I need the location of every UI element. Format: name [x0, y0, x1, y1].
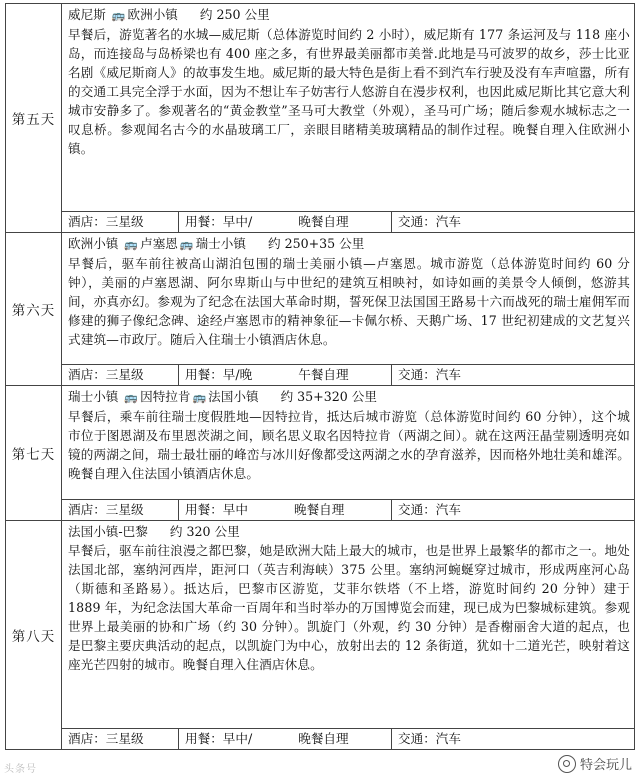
watermark-right [556, 754, 634, 773]
route-distance: 约 250+35 公里 [267, 236, 365, 251]
route-via: 卢塞恩 [140, 236, 178, 251]
route-distance: 约 320 公里 [169, 524, 240, 539]
route-to: 欧洲小镇 [127, 7, 178, 22]
route-line [68, 234, 630, 254]
route-line [68, 5, 630, 25]
watermark-right-text: 特会玩儿 [579, 758, 632, 773]
day-description: 早餐后，游览著名的水城—威尼斯（总体游览时间约 2 小时），威尼斯有 177 条运河及与 118 座小岛，而连接岛与岛桥梁也有 400 座之多，有世界最美丽都市美誉.此地是马可波罗的故乡，莎士比亚名剧《威尼斯商人》的故事发生地。威尼斯的最大特色是街上看不到汽车行驶及没有车声喧嚣，所有的交通工具完全浮于水面，因为不想让车子妨害行人悠游自在漫步权利，也因此威尼斯比其它意大利城市安静多了。参观著名的“黄金教堂”圣马可大教堂（外观），圣马可广场；随后参观水城标志之一叹息桥。参观闻名古今的水晶玻璃工厂，亲眼目睹精美玻璃精品的制作过程。晚餐自理入住欧洲小镇。 [68, 27, 630, 156]
hotel-cell: 酒店：三星级 [62, 212, 179, 233]
info-row [6, 212, 635, 233]
day-label: 第五天 [6, 4, 62, 233]
hotel-cell: 酒店：三星级 [62, 500, 179, 521]
day-row [6, 386, 635, 500]
day-description: 早餐后，驱车前往浪漫之都巴黎，她是欧洲大陆上最大的城市，也是世界上最繁华的都市之一。地处法国北部，塞纳河西岸，距河口（英吉利海峡）375 公里。塞纳河蜿蜒穿过城市，形成两座河心岛（斯德和圣路易）。抵达后，巴黎市区游览，艾菲尔铁塔（不上塔，游览时间约 20 分钟）建于 1889 年，为纪念法国大革命一百周年和当时举办的万国博览会而建，现已成为巴黎城标建筑。参观世界上最美丽的协和广场（约 30 分钟）。凯旋门（外观，约 30 分钟）是香榭丽舍大道的起点，也是巴黎主要庆典活动的起点，以凯旋门为中心，放射出去的 12 条街道，犹如十二道光芒，映射着这座光芒四射的城市。晚餐自理入住酒店休息。 [68, 543, 630, 672]
day-row [6, 4, 635, 212]
meal-value: 早中 [222, 502, 248, 517]
meal-cell: 用餐：早/晚 午餐自理 [179, 365, 392, 386]
meal-note: 午餐自理 [298, 367, 349, 382]
hotel-cell: 酒店：三星级 [62, 729, 179, 750]
day-content [62, 386, 635, 500]
route-to: 法国小镇 [208, 389, 259, 404]
route-distance: 约 250 公里 [199, 7, 270, 22]
day-label: 第七天 [6, 386, 62, 521]
day-content [62, 233, 635, 365]
info-row [6, 729, 635, 750]
transport-value: 汽车 [435, 367, 461, 382]
meal-value: 早中/ [222, 731, 253, 746]
meal-cell: 用餐：早中 晚餐自理 [179, 500, 392, 521]
meal-value: 早中/ [222, 214, 253, 229]
meal-note: 晚餐自理 [298, 214, 349, 229]
meal-note: 晚餐自理 [298, 731, 349, 746]
meal-cell: 用餐：早中/ 晚餐自理 [179, 729, 392, 750]
day-content [62, 4, 635, 212]
wechat-logo-icon [558, 755, 576, 773]
day-content [62, 521, 635, 729]
transport-cell: 交通：汽车 [392, 212, 635, 233]
hotel-value: 三星级 [105, 214, 144, 229]
meal-cell: 用餐：早中/ 晚餐自理 [179, 212, 392, 233]
bus-icon: 🚌 [124, 391, 139, 404]
route-to: 瑞士小镇 [195, 236, 246, 251]
route-from: 威尼斯 [68, 7, 106, 22]
route-from: 瑞士小镇 [68, 389, 119, 404]
day-description: 早餐后，驱车前往被高山湖泊包围的瑞士美丽小镇—卢塞恩。城市游览（总体游览时间约 60 分钟），美丽的卢塞恩湖、阿尔卑斯山与中世纪的建筑互相映衬，如诗如画的美景令人倾倒，悠游其间，亦真亦幻。参观为了纪念在法国大革命时期，誓死保卫法国国王路易十六而战死的瑞士雇佣军而修建的狮子像纪念碑、途经卢塞恩市的精神象征—卡佩尔桥、天鹅广场、17 世纪初建成的文艺复兴式建筑—市政厅。随后入住瑞士小镇酒店休息。 [68, 256, 630, 347]
transport-cell: 交通：汽车 [392, 365, 635, 386]
hotel-value: 三星级 [105, 502, 144, 517]
day-description: 早餐后，乘车前往瑞士度假胜地—因特拉肯，抵达后城市游览（总体游览时间约 60 分钟），这个城市位于图恩湖及布里恩茨湖之间，顾名思义取名因特拉肯（两湖之间）。就在这两汪晶莹剔透明亮如镜的两湖之间，瑞士最壮丽的峰峦与冰川好像都受这两湖之水的孕育滋养，因而格外地壮美和雄浑。晚餐自理入住法国小镇酒店休息。 [68, 409, 630, 481]
bus-icon: 🚌 [179, 238, 194, 251]
bus-icon: 🚌 [192, 391, 207, 404]
meal-value: 早/晚 [222, 367, 253, 382]
transport-value: 汽车 [435, 731, 461, 746]
day-label: 第六天 [6, 233, 62, 386]
transport-cell: 交通：汽车 [392, 500, 635, 521]
route-distance: 约 35+320 公里 [280, 389, 377, 404]
hotel-value: 三星级 [105, 367, 144, 382]
info-row [6, 365, 635, 386]
transport-cell: 交通：汽车 [392, 729, 635, 750]
bus-icon: 🚌 [111, 9, 126, 22]
route-from: 欧洲小镇 [68, 236, 119, 251]
transport-value: 汽车 [435, 214, 461, 229]
day-row [6, 233, 635, 365]
route-line [68, 522, 630, 541]
bus-icon: 🚌 [124, 238, 139, 251]
route-line [68, 387, 630, 407]
day-label: 第八天 [6, 521, 62, 750]
transport-value: 汽车 [435, 502, 461, 517]
day-row [6, 521, 635, 729]
hotel-cell: 酒店：三星级 [62, 365, 179, 386]
route-from: 法国小镇-巴黎 [68, 524, 148, 539]
itinerary-table [5, 3, 635, 750]
info-row [6, 500, 635, 521]
hotel-value: 三星级 [105, 731, 144, 746]
route-via: 因特拉肯 [140, 389, 191, 404]
meal-note: 晚餐自理 [293, 502, 345, 517]
watermark-left: 头条号 [4, 764, 37, 775]
